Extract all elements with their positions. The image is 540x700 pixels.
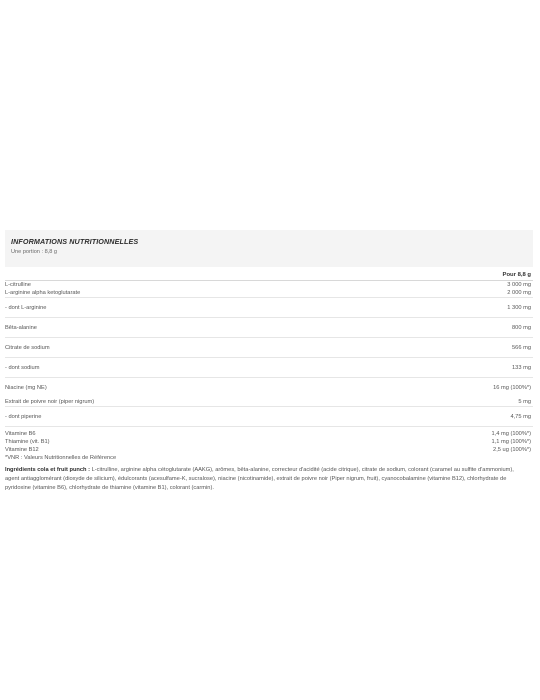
row-label: - dont L-arginine [5, 304, 47, 311]
table-row [5, 338, 533, 358]
row-value: 5 mg [518, 398, 531, 405]
row-value: 566 mg [512, 344, 531, 351]
row-label: Bêta-alanine [5, 324, 37, 331]
row-label: - dont piperine [5, 413, 42, 420]
row-label: Citrate de sodium [5, 344, 50, 351]
ingredients-text: L-citrulline, arginine alpha cétoglutarate (AAKG), arômes, bêta-alanine, correcteur d'acidité (acide citrique), citrate de sodium, colorant (caramel au sulfite d'ammonium), agent antiagglomérant (dioxyde de silicium), édulcorants (acesulfame-K, sucralose), niacine (nicotinamide), extrait de poivre noir (Piper nigrum, fruit), cyanocobalamine (vitamine B12), chlorhydrate de pyridoxine (vitamine B6), chlorhydrate de thiamine (vitamine B1), colorant (carmin). [5, 467, 514, 491]
table-row [5, 446, 533, 454]
row-label: Vitamine B12 [5, 447, 39, 453]
row-label: Extrait de poivre noir (piper nigrum) [5, 398, 95, 405]
table-header-row [5, 269, 533, 281]
row-value: 2,5 ug (100%*) [493, 447, 531, 453]
table-row [5, 298, 533, 318]
table-row [5, 407, 533, 427]
table-footnote [5, 454, 533, 462]
row-label: Vitamine B6 [5, 431, 36, 437]
table-row [5, 378, 533, 397]
table-row [5, 318, 533, 338]
row-label: - dont sodium [5, 364, 40, 371]
vnr-footnote: *VNR : Valeurs Nutritionnelles de Référence [5, 455, 117, 461]
portion-size: Une portion : 8,8 g [11, 249, 58, 255]
row-value: 133 mg [512, 364, 531, 371]
row-label: Thiamine (vit. B1) [5, 439, 50, 445]
nutrition-title: INFORMATIONS NUTRITIONNELLES [11, 237, 139, 246]
row-label: Niacine (mg NE) [5, 384, 47, 391]
ingredients-paragraph [5, 466, 525, 493]
table-row [5, 397, 533, 407]
table-row [5, 438, 533, 446]
nutrition-table [5, 269, 533, 462]
row-value: 2 000 mg [507, 290, 531, 296]
nutrition-header [5, 230, 533, 267]
row-value: 4,75 mg [510, 413, 531, 420]
row-value: 1,4 mg (100%*) [491, 431, 531, 437]
ingredients-title: Ingrédients cola et fruit punch : [5, 467, 91, 473]
nutrition-panel [5, 230, 533, 493]
table-row [5, 358, 533, 378]
row-value: 1 300 mg [507, 304, 531, 311]
column-header: Pour 8,8 g [502, 271, 531, 278]
row-label: L-citrulline [5, 282, 31, 288]
table-row [5, 289, 533, 298]
row-value: 800 mg [512, 324, 531, 331]
table-row [5, 281, 533, 289]
row-value: 3 000 mg [507, 282, 531, 288]
row-value: 1,1 mg (100%*) [491, 439, 531, 445]
table-row [5, 430, 533, 438]
row-label: L-arginine alpha ketoglutarate [5, 290, 81, 296]
row-value: 16 mg (100%*) [493, 384, 531, 391]
